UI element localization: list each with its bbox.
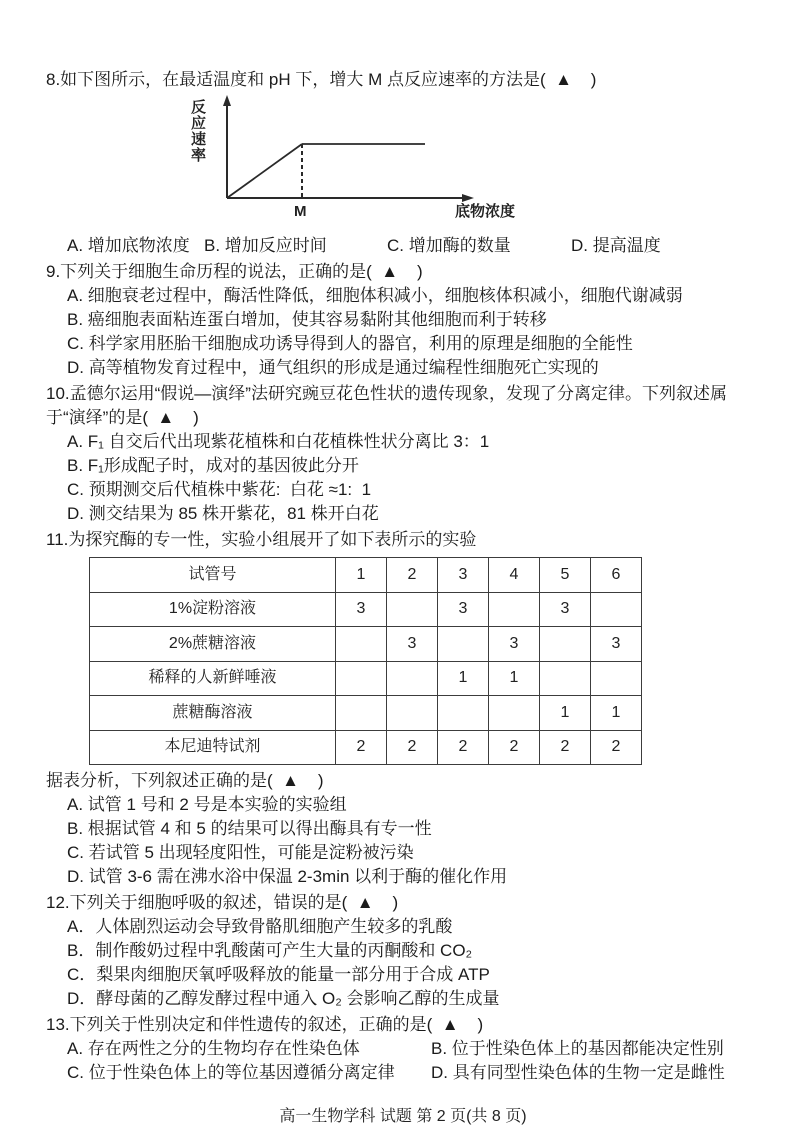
q8-option-c: C. 增加酶的数量 — [387, 236, 511, 255]
table-cell: 3 — [489, 627, 540, 662]
q10-option-b: B. F₁形成配子时，成对的基因彼此分开 — [67, 456, 359, 475]
q13-option-b: B. 位于性染色体上的基因都能决定性别 — [431, 1039, 724, 1058]
page-footer: 高一生物学科 试题 第 2 页(共 8 页) — [279, 1108, 527, 1125]
table-cell — [336, 696, 387, 731]
table-cell — [591, 661, 642, 696]
q10-option-c: C. 预期测交后代植株中紫花: 白花 ≈1: 1 — [67, 480, 372, 499]
table-cell: 3 — [336, 592, 387, 627]
table-cell — [489, 592, 540, 627]
table-cell: 2 — [438, 730, 489, 765]
table-cell: 1 — [591, 696, 642, 731]
table-cell — [336, 661, 387, 696]
chart-x-axis-label: 底物浓度 — [454, 203, 515, 220]
table-header-cell: 5 — [540, 558, 591, 593]
table-cell — [438, 696, 489, 731]
table-row — [90, 592, 642, 627]
table-header-cell: 2 — [387, 558, 438, 593]
q10-option-a: A. F₁ 自交后代出现紫花植株和白花植株性状分离比 3：1 — [67, 432, 490, 451]
table-cell: 2 — [591, 730, 642, 765]
q9-option-d: D. 高等植物发育过程中，通气组织的形成是通过编程性细胞死亡实现的 — [67, 358, 599, 377]
chart-y-axis-label: 反应速率 — [191, 99, 207, 164]
q11-option-d: D. 试管 3-6 需在沸水浴中保温 2-3min 以利于酶的催化作用 — [67, 867, 508, 886]
q13-option-c: C. 位于性染色体上的等位基因遵循分离定律 — [67, 1063, 395, 1082]
table-header-cell: 3 — [438, 558, 489, 593]
chart-m-point-label: M — [294, 203, 307, 220]
table-cell — [387, 661, 438, 696]
q13-option-d: D. 具有同型性染色体的生物一定是雌性 — [431, 1063, 725, 1082]
table-cell: 1 — [438, 661, 489, 696]
table-cell — [387, 592, 438, 627]
q11-stem: 11.为探究酶的专一性，实验小组展开了如下表所示的实验 — [46, 530, 477, 549]
q12-option-b: B．制作酸奶过程中乳酸菌可产生大量的丙酮酸和 CO₂ — [67, 941, 473, 960]
q10-stem: 10.孟德尔运用“假说—演绎”法研究豌豆花色性状的遗传现象，发现了分离定律。下列叙述属于“演绎”的是( ▲ ) — [46, 384, 727, 427]
q12-option-a: A．人体剧烈运动会导致骨骼肌细胞产生较多的乳酸 — [67, 917, 453, 936]
row-label: 稀释的人新鲜唾液 — [90, 661, 336, 696]
q10-option-d: D. 测交结果为 85 株开紫花，81 株开白花 — [67, 504, 379, 523]
table-cell — [540, 627, 591, 662]
q12-stem: 12.下列关于细胞呼吸的叙述，错误的是( ▲ ) — [46, 893, 399, 912]
table-cell: 1 — [489, 661, 540, 696]
table-cell: 2 — [336, 730, 387, 765]
table-cell: 3 — [591, 627, 642, 662]
q13-options-row-2 — [46, 1061, 760, 1085]
table-row — [90, 627, 642, 662]
q8-stem: 8.如下图所示，在最适温度和 pH 下，增大 M 点反应速率的方法是( ▲ ) — [46, 70, 597, 89]
q8-option-b: B. 增加反应时间 — [204, 236, 327, 255]
table-cell — [438, 627, 489, 662]
table-cell — [540, 661, 591, 696]
table-header-row — [90, 558, 642, 593]
q12-option-d: D．酵母菌的乙醇发酵过程中通入 O₂ 会影响乙醇的生成量 — [67, 989, 500, 1008]
y-axis-arrow-icon — [223, 95, 231, 106]
table-cell: 3 — [438, 592, 489, 627]
table-header-cell: 试管号 — [90, 558, 336, 593]
q11-option-a: A. 试管 1 号和 2 号是本实验的实验组 — [67, 795, 347, 814]
table-cell: 3 — [540, 592, 591, 627]
table-cell: 2 — [540, 730, 591, 765]
table-header-cell: 4 — [489, 558, 540, 593]
q8-option-a: A. 增加底物浓度 — [67, 236, 190, 255]
table-header-cell: 1 — [336, 558, 387, 593]
row-label: 2%蔗糖溶液 — [90, 627, 336, 662]
table-row — [90, 661, 642, 696]
q13-options-row-1 — [46, 1037, 760, 1061]
q9-stem: 9.下列关于细胞生命历程的说法，正确的是( ▲ ) — [46, 262, 423, 281]
row-label: 1%淀粉溶液 — [90, 592, 336, 627]
reaction-rate-figure — [177, 94, 517, 228]
table-cell — [591, 592, 642, 627]
table-cell: 1 — [540, 696, 591, 731]
rising-line — [227, 144, 302, 198]
q11-analysis: 据表分析，下列叙述正确的是( ▲ ) — [46, 771, 324, 790]
q11-option-b: B. 根据试管 4 和 5 的结果可以得出酶具有专一性 — [67, 819, 432, 838]
table-cell — [336, 627, 387, 662]
q11-option-c: C. 若试管 5 出现轻度阳性，可能是淀粉被污染 — [67, 843, 414, 862]
table-header-cell: 6 — [591, 558, 642, 593]
q9-option-c: C. 科学家用胚胎干细胞成功诱导得到人的器官，利用的原理是细胞的全能性 — [67, 334, 633, 353]
table-cell — [387, 696, 438, 731]
q8-option-d: D. 提高温度 — [571, 236, 661, 255]
q13-stem: 13.下列关于性别决定和伴性遗传的叙述，正确的是( ▲ ) — [46, 1015, 484, 1034]
table-cell: 2 — [387, 730, 438, 765]
q9-option-a: A. 细胞衰老过程中，酶活性降低，细胞体积减小，细胞核体积减小，细胞代谢减弱 — [67, 286, 683, 305]
experiment-table — [89, 557, 642, 765]
table-cell — [489, 696, 540, 731]
q8-options-row — [46, 234, 760, 258]
table-row — [90, 730, 642, 765]
q13-option-a: A. 存在两性之分的生物均存在性染色体 — [67, 1039, 360, 1058]
table-row — [90, 696, 642, 731]
table-cell: 3 — [387, 627, 438, 662]
q12-option-c: C．梨果肉细胞厌氧呼吸释放的能量一部分用于合成 ATP — [67, 965, 490, 984]
row-label: 本尼迪特试剂 — [90, 730, 336, 765]
table-cell: 2 — [489, 730, 540, 765]
q9-option-b: B. 癌细胞表面粘连蛋白增加，使其容易黏附其他细胞而利于转移 — [67, 310, 547, 329]
row-label: 蔗糖酶溶液 — [90, 696, 336, 731]
